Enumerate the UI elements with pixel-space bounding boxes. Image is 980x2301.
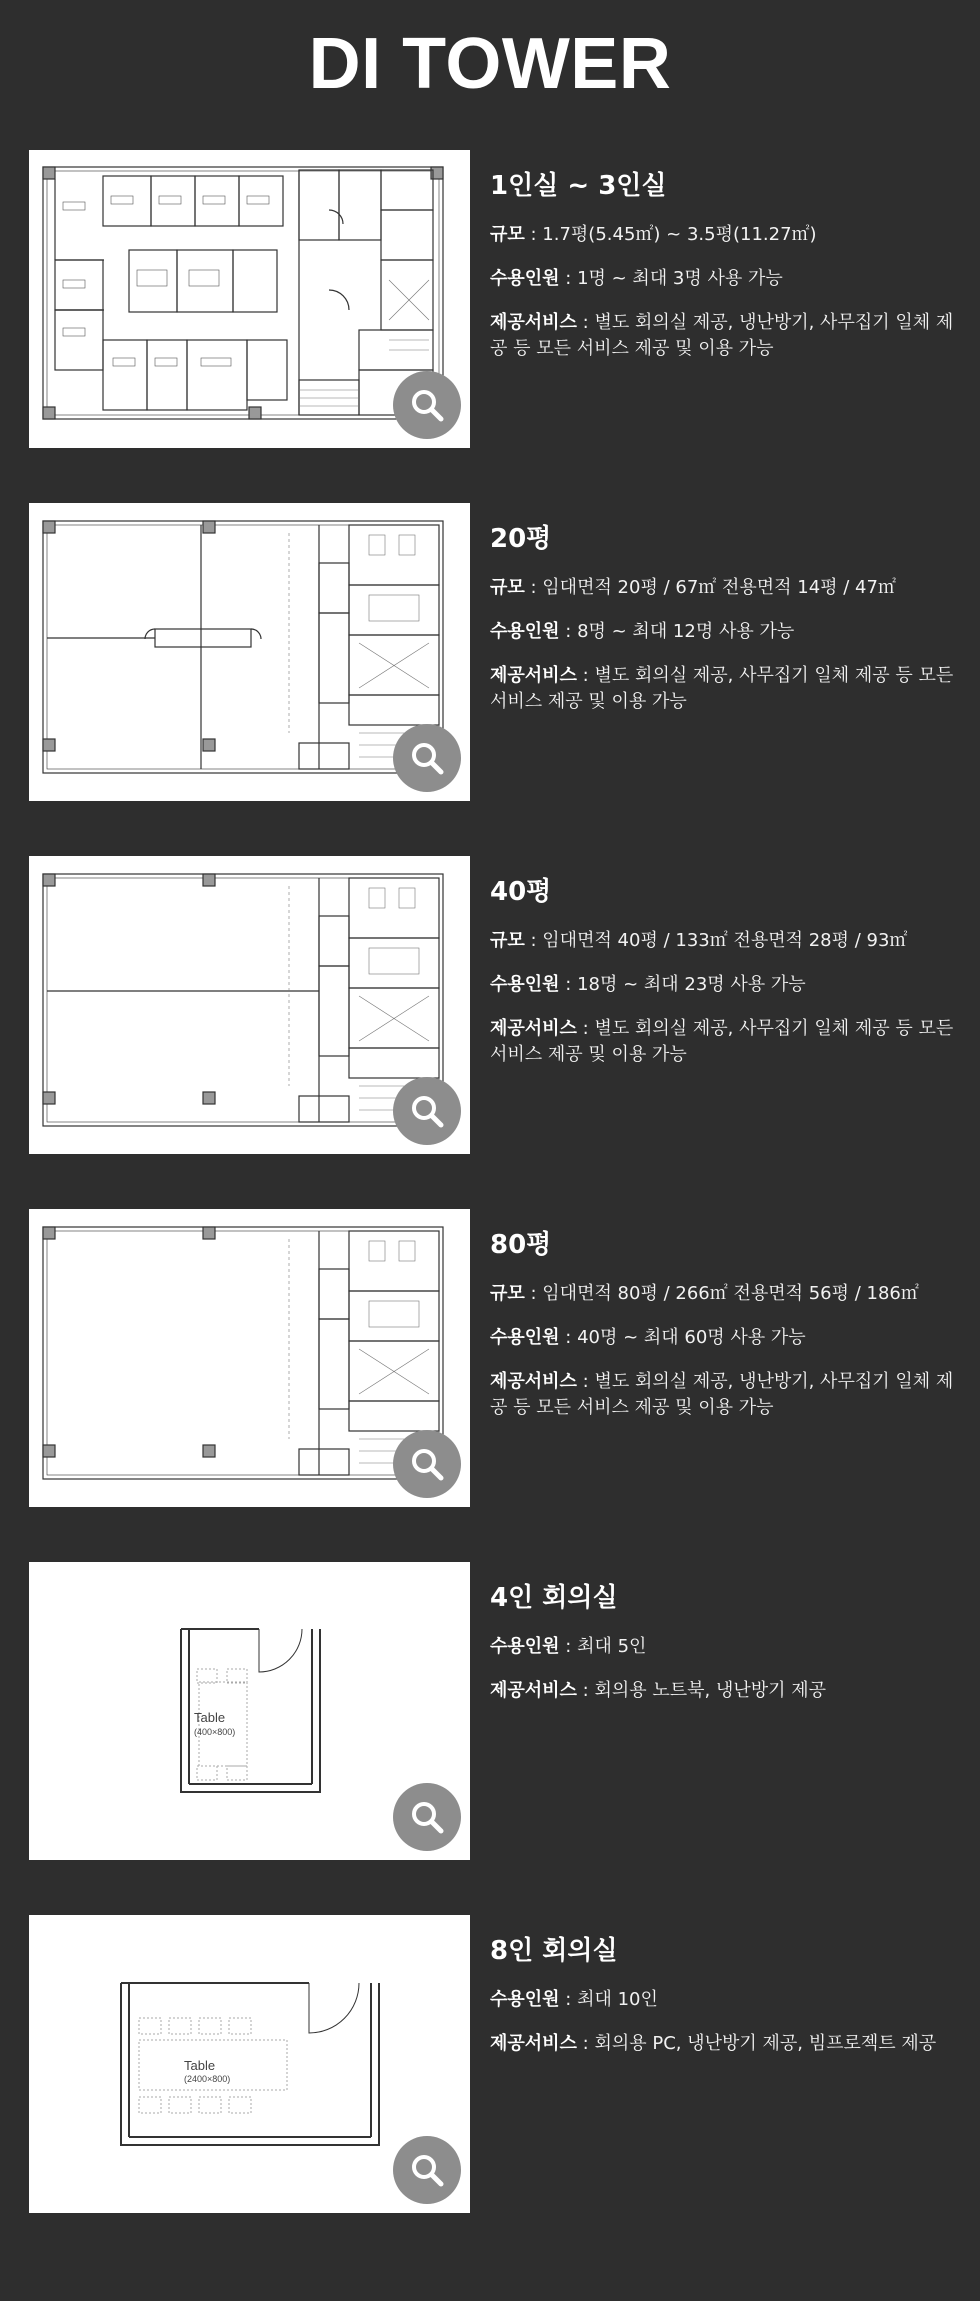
floorplan-thumbnail[interactable]	[29, 1209, 470, 1507]
services-label: 제공서비스	[490, 1018, 577, 1039]
services-value: : 별도 회의실 제공, 냉난방기, 사무집기 일체 제공 등 모든 서비스 제공 및 이용 가능	[490, 1371, 954, 1418]
floorplan-thumbnail[interactable]	[29, 150, 470, 448]
room-scale	[490, 222, 970, 248]
capacity-value: : 1명 ~ 최대 3명 사용 가능	[559, 268, 783, 289]
magnifier-icon	[407, 1091, 447, 1131]
services-value: : 별도 회의실 제공, 사무집기 일체 제공 등 모든 서비스 제공 및 이용 가능	[490, 1018, 954, 1065]
zoom-button[interactable]	[393, 724, 461, 792]
zoom-button[interactable]	[393, 1077, 461, 1145]
room-capacity	[490, 1325, 970, 1351]
services-label: 제공서비스	[490, 1680, 577, 1701]
scale-label: 규모	[490, 224, 525, 245]
room-info	[490, 523, 970, 733]
capacity-value: : 40명 ~ 최대 60명 사용 가능	[559, 1327, 806, 1348]
services-value: : 별도 회의실 제공, 냉난방기, 사무집기 일체 제공 등 모든 서비스 제공 및 이용 가능	[490, 312, 954, 359]
capacity-value: : 8명 ~ 최대 12명 사용 가능	[559, 621, 795, 642]
services-value: : 회의용 노트북, 냉난방기 제공	[576, 1680, 827, 1701]
table-label: Table	[194, 1710, 226, 1725]
room-title: 20평	[490, 524, 552, 554]
room-services	[490, 1016, 970, 1068]
capacity-label: 수용인원	[490, 1989, 560, 2010]
capacity-label: 수용인원	[490, 1327, 560, 1348]
scale-value: : 임대면적 80평 / 266㎡ 전용면적 56평 / 186㎡	[524, 1283, 919, 1304]
room-info	[490, 876, 970, 1086]
room-scale	[490, 928, 970, 954]
scale-value: : 1.7평(5.45㎡) ~ 3.5평(11.27㎡)	[524, 224, 817, 245]
room-services	[490, 1678, 970, 1704]
floorplan-thumbnail[interactable]	[29, 856, 470, 1154]
services-value: : 별도 회의실 제공, 사무집기 일체 제공 등 모든 서비스 제공 및 이용 가능	[490, 665, 954, 712]
magnifier-icon	[407, 738, 447, 778]
capacity-label: 수용인원	[490, 268, 560, 289]
services-label: 제공서비스	[490, 1371, 577, 1392]
room-item-1-3-person	[29, 150, 969, 448]
zoom-button[interactable]	[393, 371, 461, 439]
room-services	[490, 1369, 970, 1421]
room-capacity	[490, 619, 970, 645]
magnifier-icon	[407, 1797, 447, 1837]
room-capacity	[490, 1987, 970, 2013]
scale-label: 규모	[490, 577, 525, 598]
scale-label: 규모	[490, 1283, 525, 1304]
capacity-value: : 18명 ~ 최대 23명 사용 가능	[559, 974, 806, 995]
table-label: Table	[184, 2058, 216, 2073]
room-capacity	[490, 1634, 970, 1660]
room-scale	[490, 1281, 970, 1307]
room-services	[490, 2031, 970, 2057]
room-info	[490, 1229, 970, 1439]
scale-value: : 임대면적 20평 / 67㎡ 전용면적 14평 / 47㎡	[524, 577, 896, 598]
floorplan-thumbnail[interactable]	[29, 503, 470, 801]
floorplan-thumbnail[interactable]	[29, 1562, 470, 1860]
capacity-label: 수용인원	[490, 1636, 560, 1657]
magnifier-icon	[407, 385, 447, 425]
room-title: 40평	[490, 877, 552, 907]
room-capacity	[490, 266, 970, 292]
capacity-label: 수용인원	[490, 621, 560, 642]
room-item-40-pyeong	[29, 856, 969, 1154]
room-services	[490, 663, 970, 715]
room-item-80-pyeong	[29, 1209, 969, 1507]
capacity-value: : 최대 10인	[559, 1989, 658, 2010]
magnifier-icon	[407, 2150, 447, 2190]
magnifier-icon	[407, 1444, 447, 1484]
room-services	[490, 310, 970, 362]
services-value: : 회의용 PC, 냉난방기 제공, 빔프로젝트 제공	[576, 2033, 937, 2054]
capacity-value: : 최대 5인	[559, 1636, 647, 1657]
room-scale	[490, 575, 970, 601]
floorplan-thumbnail[interactable]	[29, 1915, 470, 2213]
services-label: 제공서비스	[490, 2033, 577, 2054]
room-title: 4인 회의실	[490, 1583, 618, 1613]
room-info	[490, 1935, 970, 2075]
zoom-button[interactable]	[393, 1430, 461, 1498]
services-label: 제공서비스	[490, 312, 577, 333]
room-item-4-person-meeting	[29, 1562, 969, 1860]
room-capacity	[490, 972, 970, 998]
services-label: 제공서비스	[490, 665, 577, 686]
zoom-button[interactable]	[393, 2136, 461, 2204]
room-title: 1인실 ~ 3인실	[490, 171, 667, 201]
scale-value: : 임대면적 40평 / 133㎡ 전용면적 28평 / 93㎡	[524, 930, 908, 951]
room-info	[490, 1582, 970, 1722]
table-dimensions: (2400×800)	[184, 2074, 231, 2084]
page-title: DI TOWER	[308, 24, 672, 104]
zoom-button[interactable]	[393, 1783, 461, 1851]
scale-label: 규모	[490, 930, 525, 951]
room-info	[490, 170, 970, 380]
capacity-label: 수용인원	[490, 974, 560, 995]
room-item-8-person-meeting	[29, 1915, 969, 2213]
table-dimensions: (400×800)	[194, 1727, 236, 1737]
room-title: 8인 회의실	[490, 1936, 618, 1966]
room-item-20-pyeong	[29, 503, 969, 801]
room-title: 80평	[490, 1230, 552, 1260]
